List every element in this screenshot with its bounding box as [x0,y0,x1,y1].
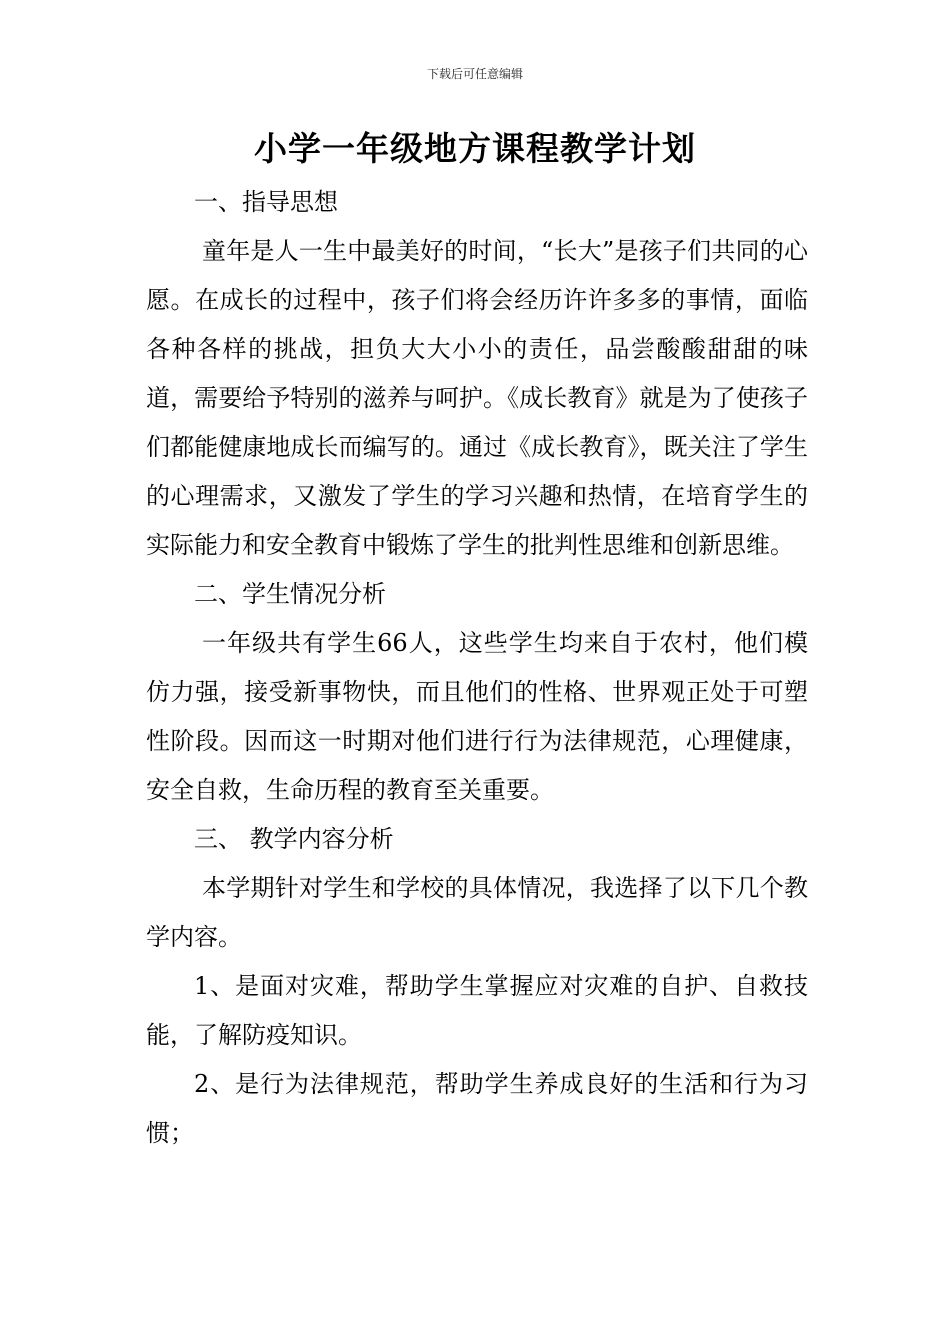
section-heading-2: 二、学生情况分析 [194,580,386,608]
section-2-paragraph: 一年级共有学生66人，这些学生均来自于农村，他们模仿力强，接受新事物快，而且他们的性格、世界观正处于可塑性阶段。因而这一时期对他们进行行为法律规范，心理健康，安全自救，生命历程的教育至关重要。 [146,629,808,804]
section-heading-1: 一、指导思想 [194,188,338,216]
document-body [146,178,808,1158]
list-item-2: 2、是行为法律规范，帮助学生养成良好的生活和行为习惯； [146,1070,808,1147]
list-item-1: 1、是面对灾难，帮助学生掌握应对灾难的自护、自救技能，了解防疫知识。 [146,972,808,1049]
document-title: 小学一年级地方课程教学计划 [254,129,696,168]
section-3-paragraph: 本学期针对学生和学校的具体情况，我选择了以下几个教学内容。 [146,874,808,951]
section-heading-3: 三、 教学内容分析 [194,825,394,853]
header-note: 下载后可任意编辑 [426,67,523,81]
section-1-paragraph: 童年是人一生中最美好的时间，“长大”是孩子们共同的心愿。在成长的过程中，孩子们将会经历许许多多的事情，面临各种各样的挑战，担负大大小小的责任，品尝酸酸甜甜的味道，需要给予特别的滋养与呵护。《成长教育》就是为了使孩子们都能健康地成长而编写的。通过《成长教育》，既关注了学生的心理需求，又激发了学生的学习兴趣和热情，在培育学生的实际能力和安全教育中锻炼了学生的批判性思维和创新思维。 [146,237,808,559]
